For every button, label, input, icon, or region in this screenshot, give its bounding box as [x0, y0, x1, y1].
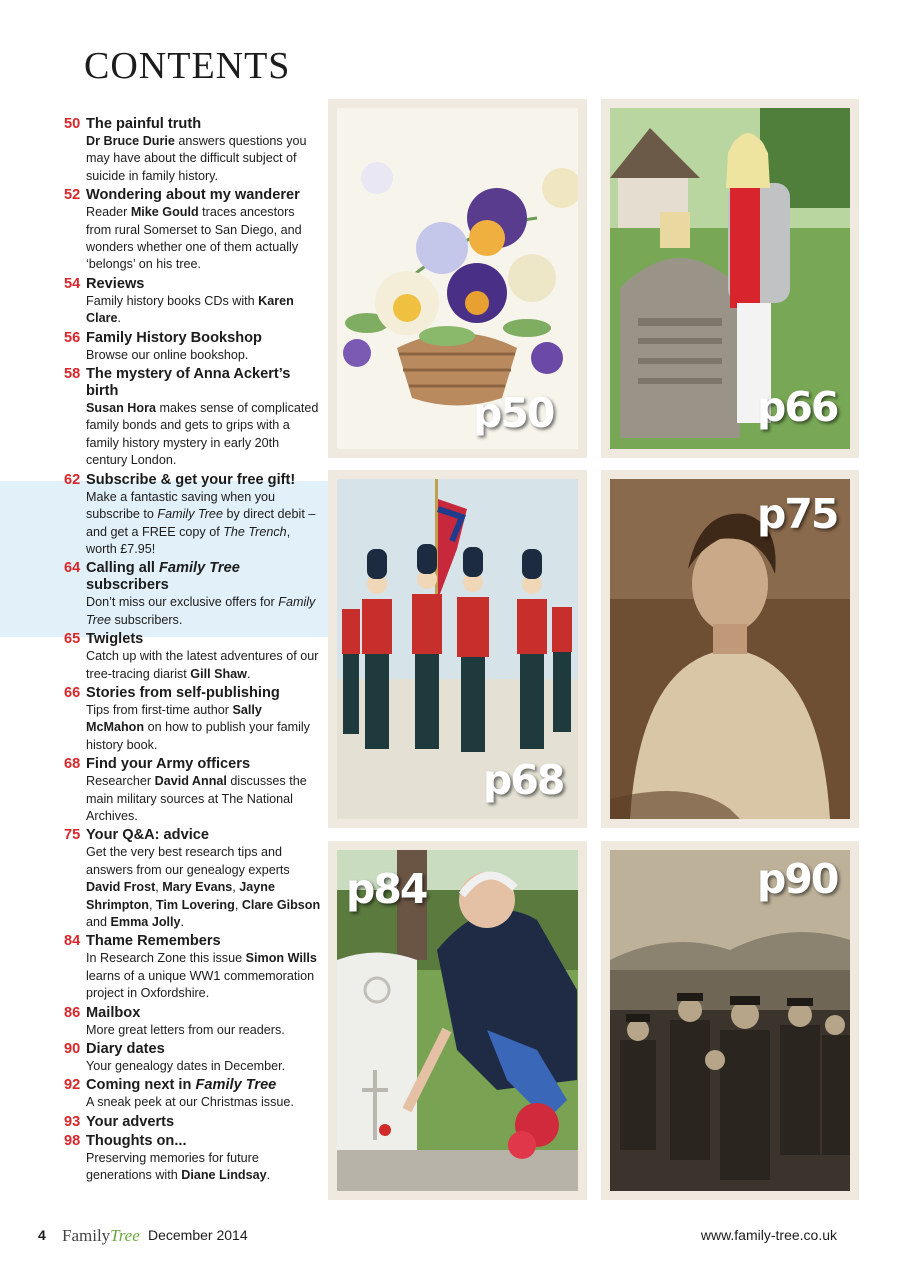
text-segment: Simon Wills: [245, 951, 317, 966]
text-segment: Find your Army officers: [86, 756, 251, 773]
text-segment: Family Tree: [157, 507, 223, 522]
entry-heading: [64, 472, 322, 489]
page-title: CONTENTS: [84, 45, 291, 87]
text-segment: Reader: [86, 205, 131, 220]
entry-description: [86, 773, 322, 825]
text-segment: Subscribe & get your free gift!: [86, 471, 296, 488]
text-segment: Emma Jolly: [110, 915, 181, 929]
entry-heading: [64, 631, 322, 648]
text-segment: subscribers: [86, 577, 169, 594]
contents-entry[interactable]: [64, 631, 322, 683]
contents-entry[interactable]: [64, 1114, 322, 1131]
entry-page-number: 62: [64, 471, 81, 488]
text-segment: .: [266, 1168, 271, 1183]
entry-title: [86, 366, 322, 400]
entry-title: [86, 631, 322, 648]
page-label-p66: p66: [757, 383, 838, 431]
text-segment: Stories from self-publishing: [86, 684, 280, 701]
entry-title: [86, 756, 322, 773]
entry-heading: [64, 187, 322, 204]
text-segment: by direct debit – and get a FREE copy of: [86, 507, 316, 539]
text-segment: subscribers.: [110, 612, 183, 627]
entry-heading: [64, 1005, 322, 1022]
page-footer: [38, 1226, 837, 1248]
entry-heading: [64, 756, 322, 773]
entry-heading: [64, 330, 322, 347]
text-segment: Your Q&A: advice: [86, 827, 209, 844]
contents-entry[interactable]: [64, 276, 322, 328]
text-segment: Your genealogy dates in December.: [86, 1059, 286, 1074]
entry-description: [86, 844, 322, 931]
text-segment: ,: [232, 880, 240, 895]
page-label-p50: p50: [473, 389, 554, 437]
entry-page-number: 86: [64, 1004, 81, 1021]
logo-family: Family: [62, 1226, 111, 1245]
entry-heading: [64, 116, 322, 133]
contents-entry[interactable]: [64, 116, 322, 185]
entry-description: [86, 293, 322, 328]
text-segment: Wondering about my wanderer: [86, 187, 300, 204]
entry-page-number: 65: [64, 631, 81, 648]
text-segment: More great letters from our readers.: [86, 1022, 285, 1037]
text-segment: Diary dates: [86, 1041, 165, 1058]
sepia-portrait-picture[interactable]: [601, 470, 859, 828]
entry-title: [86, 685, 322, 702]
entry-page-number: 52: [64, 187, 81, 204]
text-segment: Browse our online bookshop.: [86, 347, 249, 362]
text-segment: .: [180, 915, 185, 929]
text-segment: Twiglets: [86, 631, 144, 648]
crowd-photo-picture[interactable]: [601, 841, 859, 1200]
entry-title: [86, 116, 322, 133]
text-segment: Don’t miss our exclusive offers for: [86, 595, 279, 610]
text-segment: makes sense of complicated family bonds and gets to grips with a family history mystery in early 20th century London.: [86, 401, 319, 468]
entry-description: [86, 950, 322, 1002]
entry-title: [86, 1041, 322, 1058]
text-segment: Tips from first-time author: [86, 702, 233, 717]
text-segment: , worth £7.95!: [86, 524, 291, 556]
text-segment: Make a fantastic saving when you subscribe to: [86, 489, 276, 522]
text-segment: Mailbox: [86, 1004, 141, 1021]
entry-page-number: 68: [64, 756, 81, 773]
text-segment: Your adverts: [86, 1113, 175, 1130]
text-segment: The Trench: [223, 524, 287, 539]
entry-heading: [64, 1041, 322, 1058]
entry-page-number: 66: [64, 684, 81, 701]
entry-heading: [64, 933, 322, 950]
text-segment: Researcher: [86, 774, 155, 789]
text-segment: Karen Clare: [86, 293, 294, 326]
entry-heading: [64, 685, 322, 702]
entry-page-number: 93: [64, 1113, 81, 1130]
entry-title: [86, 933, 322, 950]
contents-entry[interactable]: [64, 366, 322, 470]
contents-entry[interactable]: [64, 1077, 322, 1111]
text-segment: Mary Evans: [162, 880, 233, 895]
contents-entry[interactable]: [64, 1133, 322, 1185]
contents-list: [64, 116, 322, 1187]
contents-entry[interactable]: [64, 685, 322, 754]
text-segment: The mystery of Anna Ackert’s birth: [86, 366, 291, 400]
contents-entry[interactable]: [64, 472, 322, 559]
text-segment: Gill Shaw: [190, 666, 247, 681]
entry-heading: [64, 1077, 322, 1094]
text-segment: In Research Zone this issue: [86, 951, 246, 966]
text-segment: A sneak peek at our Christmas issue.: [86, 1095, 294, 1110]
text-segment: traces ancestors from rural Somerset to San Diego, and wonders whether one of them actually ‘belongs’ on his tree.: [86, 205, 302, 272]
text-segment: Jayne Shrimpton: [86, 880, 276, 912]
entry-page-number: 64: [64, 560, 81, 577]
entry-description: [86, 1058, 322, 1075]
entry-heading: [64, 366, 322, 400]
text-segment: Susan Hora: [86, 401, 156, 416]
entry-title: [86, 472, 322, 489]
text-segment: Preserving memories for future generations with: [86, 1150, 259, 1183]
text-segment: Coming next in: [86, 1077, 196, 1094]
entry-title: [86, 1005, 322, 1022]
text-segment: and: [86, 915, 111, 929]
page-label-p68: p68: [483, 756, 564, 804]
entry-heading: [64, 276, 322, 293]
website-link[interactable]: www.family-tree.co.uk: [700, 1227, 837, 1243]
text-segment: Thoughts on...: [86, 1132, 187, 1149]
gravestone-author-picture[interactable]: [601, 99, 859, 458]
text-segment: Reviews: [86, 275, 145, 292]
entry-description: [86, 1094, 322, 1111]
text-segment: ,: [148, 897, 156, 912]
entry-title: [86, 1077, 322, 1094]
text-segment: Family Tree: [158, 560, 240, 577]
entry-description: [86, 204, 322, 274]
entry-page-number: 58: [64, 366, 81, 383]
page-label-p75: p75: [757, 490, 838, 538]
page-label-p84: p84: [346, 865, 427, 913]
entry-title: [86, 560, 322, 594]
entry-heading: [64, 560, 322, 594]
text-segment: Family Tree: [86, 595, 316, 627]
page-label-p90: p90: [757, 855, 838, 903]
text-segment: Mike Gould: [130, 205, 199, 220]
contents-entry[interactable]: [64, 933, 322, 1002]
entry-page-number: 92: [64, 1077, 81, 1094]
text-segment: .: [117, 311, 122, 326]
page-number: 4: [38, 1227, 46, 1243]
text-segment: Sally McMahon: [86, 702, 262, 735]
text-segment: .: [246, 666, 251, 681]
contents-entry[interactable]: [64, 1041, 322, 1075]
entry-description: [86, 1150, 322, 1185]
soldiers-picture[interactable]: [328, 470, 587, 828]
issue-date: December 2014: [148, 1227, 248, 1243]
entry-heading: [64, 1133, 322, 1150]
entry-description: [86, 400, 322, 470]
contents-entry[interactable]: [64, 1005, 322, 1039]
entry-page-number: 50: [64, 116, 81, 132]
text-segment: answers questions you may have about the difficult subject of suicide in family history.: [86, 134, 307, 183]
text-segment: learns of a unique WW1 commemoration project in Oxfordshire.: [86, 968, 315, 1001]
text-segment: Family Tree: [195, 1077, 277, 1094]
contents-entry[interactable]: [64, 560, 322, 629]
entry-title: [86, 827, 322, 844]
text-segment: on how to publish your family history book.: [86, 720, 310, 752]
entry-description: [86, 133, 322, 185]
text-segment: David Annal: [154, 774, 227, 789]
entry-page-number: 98: [64, 1132, 81, 1149]
entry-page-number: 56: [64, 329, 81, 346]
text-segment: ,: [234, 897, 242, 912]
logo-tree: Tree: [110, 1226, 140, 1245]
text-segment: Family History Bookshop: [86, 329, 262, 346]
text-segment: Diane Lindsay: [181, 1168, 267, 1183]
entry-description: [86, 489, 322, 559]
text-segment: Get the very best research tips and answers from our genealogy experts: [86, 845, 290, 877]
entry-description: [86, 702, 322, 754]
entry-page-number: 54: [64, 275, 81, 292]
text-segment: Clare Gibson: [241, 897, 321, 912]
text-segment: Calling all: [86, 560, 159, 577]
entry-title: [86, 330, 322, 347]
entry-description: [86, 347, 322, 364]
entry-page-number: 84: [64, 933, 81, 950]
entry-title: [86, 276, 322, 293]
text-segment: Catch up with the latest adventures of our tree-tracing diarist: [86, 649, 319, 681]
text-segment: Thame Remembers: [86, 933, 221, 950]
pansies-picture[interactable]: [328, 99, 587, 458]
text-segment: Family history books CDs with: [86, 293, 259, 308]
text-segment: discusses the main military sources at The National Archives.: [86, 774, 307, 823]
text-segment: The painful truth: [86, 116, 202, 132]
entry-heading: [64, 1114, 322, 1131]
contents-entry[interactable]: [64, 756, 322, 825]
entry-description: [86, 594, 322, 629]
entry-description: [86, 1022, 322, 1039]
entry-description: [86, 648, 322, 683]
entry-title: [86, 1114, 322, 1131]
text-segment: Dr Bruce Durie: [86, 134, 175, 148]
entry-page-number: 75: [64, 827, 81, 844]
text-segment: ,: [155, 880, 163, 895]
entry-heading: [64, 827, 322, 844]
magazine-logo: [62, 1226, 140, 1246]
text-segment: David Frost: [86, 880, 156, 895]
text-segment: Tim Lovering: [155, 897, 235, 912]
contents-entry[interactable]: [64, 330, 322, 364]
contents-entry[interactable]: [64, 827, 322, 931]
entry-title: [86, 187, 322, 204]
entry-page-number: 90: [64, 1041, 81, 1058]
veteran-grave-picture[interactable]: [328, 841, 587, 1200]
entry-title: [86, 1133, 322, 1150]
contents-entry[interactable]: [64, 187, 322, 274]
